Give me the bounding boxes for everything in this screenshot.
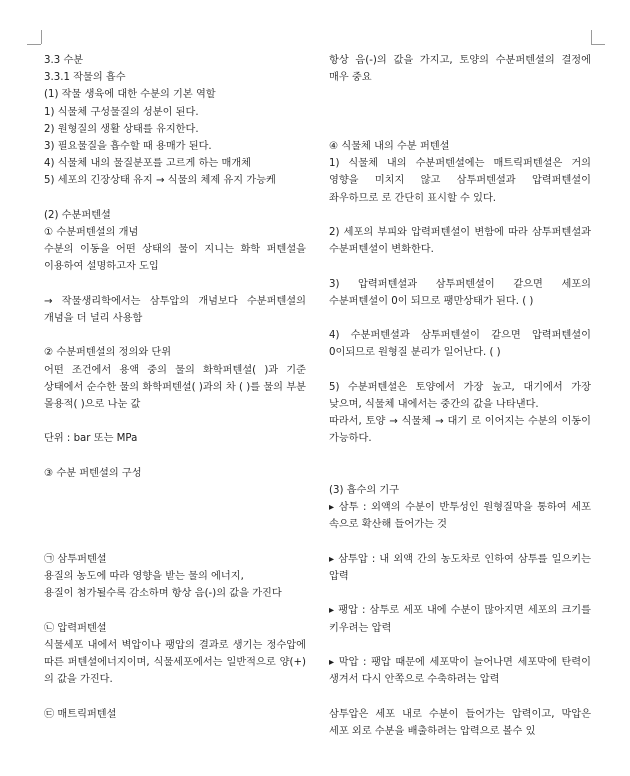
left-column-text-line: ㉠ 삼투퍼텐셜 (44, 553, 107, 565)
left-column-blank-line (44, 688, 306, 705)
left-column-text-line: 3) 필요물질을 흡수할 때 용매가 된다. (44, 141, 212, 153)
left-column-text-line: 3.3.1 작물의 흡수 (44, 72, 126, 84)
left-column-text-line: ㉡ 압력퍼텐셜 (44, 622, 107, 634)
right-column-blank-line (329, 258, 591, 275)
left-column-text-line: ① 수분퍼텐셜의 개념 (44, 227, 139, 239)
left-column-blank-line (44, 499, 306, 516)
right-column-text-line: ▸ 막압 : 팽압 때문에 세포막이 늘어나면 세포막에 탄력이 생겨서 다시 안쪽으로 수축하려는 압력 (329, 656, 591, 686)
left-column-text-line: 식물세포 내에서 벽압이나 팽압의 결과로 생기는 정수압에 따른 퍼텐셜에너지이며, 식물세포에서는 일반적으로 양(+) 의 값을 가진다. (44, 639, 306, 686)
left-column-text-line: (2) 수분퍼텐셜 (44, 209, 111, 221)
crop-mark-top-right-h (591, 44, 605, 45)
left-column-text-line: 단위 : bar 또는 MPa (44, 433, 138, 445)
right-column-blank-line (329, 585, 591, 602)
left-column-text-line: (1) 작물 생육에 대한 수분의 기본 역할 (44, 89, 216, 101)
left-column-text-line: ② 수분퍼텐셜의 정의와 단위 (44, 347, 172, 359)
right-column-blank-line (329, 104, 591, 121)
right-column-text-line: (3) 흡수의 기구 (329, 484, 400, 496)
left-text-column (44, 52, 306, 723)
right-column-blank-line (329, 207, 591, 224)
right-column-blank-line (329, 121, 591, 138)
left-column-blank-line (44, 534, 306, 551)
left-column-text-line: ③ 수분 퍼텐셜의 구성 (44, 467, 142, 479)
left-column-blank-line (44, 276, 306, 293)
left-column-blank-line (44, 448, 306, 465)
left-column-text-line: 4) 식물체 내의 물질분포를 고르게 하는 매개체 (44, 158, 252, 170)
left-column-text-line: → 작물생리학에서는 삼투압의 개념보다 수분퍼텐셜의 개념을 더 널리 사용함 (44, 295, 306, 325)
right-column-blank-line (329, 448, 591, 465)
right-column-text-line: 4) 수분퍼텐셜과 삼투퍼텐셜이 같으면 압력퍼텐셜이 0이되므로 원형질 분리가 일어난다. ( ) (329, 330, 591, 359)
right-column-blank-line (329, 362, 591, 379)
left-column-text-line: ㉢ 매트릭퍼텐셜 (44, 708, 117, 720)
left-column-blank-line (44, 602, 306, 619)
left-column-text-line: 어떤 조건에서 용액 중의 물의 화학퍼텐셜( )과 기준 상태에서 순수한 물의 화학퍼텐셜( )과의 차 ( )를 물의 부분 몰용적( )으로 나눈 값 (44, 364, 306, 411)
right-column-text-line: 5) 수분퍼텐셜은 토양에서 가장 높고, 대기에서 가장 낮으며, 식물체 내에서는 중간의 값을 나타낸다. (329, 381, 591, 410)
right-column-text-line: 항상 음(-)의 값을 가지고, 토양의 수분퍼텐셜의 결정에 매우 중요 (329, 55, 591, 84)
left-column-blank-line (44, 327, 306, 344)
crop-mark-top-right-v (591, 30, 592, 44)
right-column-text-line: ▸ 삼투 : 외액의 수분이 반투성인 원형질막을 통하여 세포 속으로 확산해 들어가는 것 (329, 502, 591, 531)
left-column-text-line: 용질의 농도에 따라 영향을 받는 물의 에너지, (44, 570, 244, 582)
right-column-text-line: 2) 세포의 부피와 압력퍼텐셜이 변함에 따라 삼투퍼텐셜과 수분퍼텐셜이 변화한다. (329, 226, 591, 256)
right-column-text-line: 삼투압은 세포 내로 수분이 들어가는 압력이고, 막압은 세포 외로 수분을 배출하려는 압력으로 볼수 있 (329, 708, 591, 737)
crop-mark-top-left-h (27, 44, 41, 45)
right-column-text-line: ④ 식물체 내의 수분 퍼텐셜 (329, 140, 450, 152)
left-column-text-line: 수분의 이동을 어떤 상태의 물이 지니는 화학 퍼텐셜을 이용하여 설명하고자 도입 (44, 244, 306, 273)
left-column-blank-line (44, 516, 306, 533)
right-column-text-line: 1) 식물체 내의 수분퍼텐셜에는 매트릭퍼텐셜은 거의 영향을 미치지 않고 삼투퍼텐셜과 압력퍼텐셜이 좌우하므로 로 간단히 표시할 수 있다. (329, 158, 591, 204)
left-column-text-line: 3.3 수분 (44, 55, 84, 66)
right-text-column (329, 52, 591, 740)
left-column-blank-line (44, 482, 306, 499)
right-column-blank-line (329, 86, 591, 103)
left-column-text-line: 용질이 첨가될수록 감소하며 항상 음(-)의 값을 가진다 (44, 588, 282, 600)
left-column-text-line: 5) 세포의 긴장상태 유지 → 식물의 체제 유지 가능케 (44, 175, 276, 187)
left-column-blank-line (44, 413, 306, 430)
right-column-text-line: ▸ 팽압 : 삼투로 세포 내에 수분이 많아지면 세포의 크기를 키우려는 압력 (329, 605, 591, 634)
left-column-text-line: 2) 원형질의 생활 상태를 유지한다. (44, 123, 199, 135)
right-column-blank-line (329, 534, 591, 551)
right-column-blank-line (329, 465, 591, 482)
left-column-text-line: 1) 식물체 구성물질의 성분이 된다. (44, 106, 199, 118)
left-column-blank-line (44, 190, 306, 207)
right-column-text-line: 따라서, 토양 → 식물체 → 대기 로 이어지는 수분의 이동이 가능하다. (329, 416, 591, 445)
crop-mark-top-left-v (41, 30, 42, 44)
right-column-text-line: 3) 압력퍼텐셜과 삼투퍼텐셜이 같으면 세포의 수분퍼텐셜이 0이 되므로 팽만상태가 된다. ( ) (329, 278, 591, 307)
right-column-blank-line (329, 688, 591, 705)
right-column-blank-line (329, 310, 591, 327)
right-column-blank-line (329, 637, 591, 654)
right-column-text-line: ▸ 삼투압 : 내 외액 간의 농도차로 인하여 삼투를 일으키는 압력 (329, 553, 591, 582)
